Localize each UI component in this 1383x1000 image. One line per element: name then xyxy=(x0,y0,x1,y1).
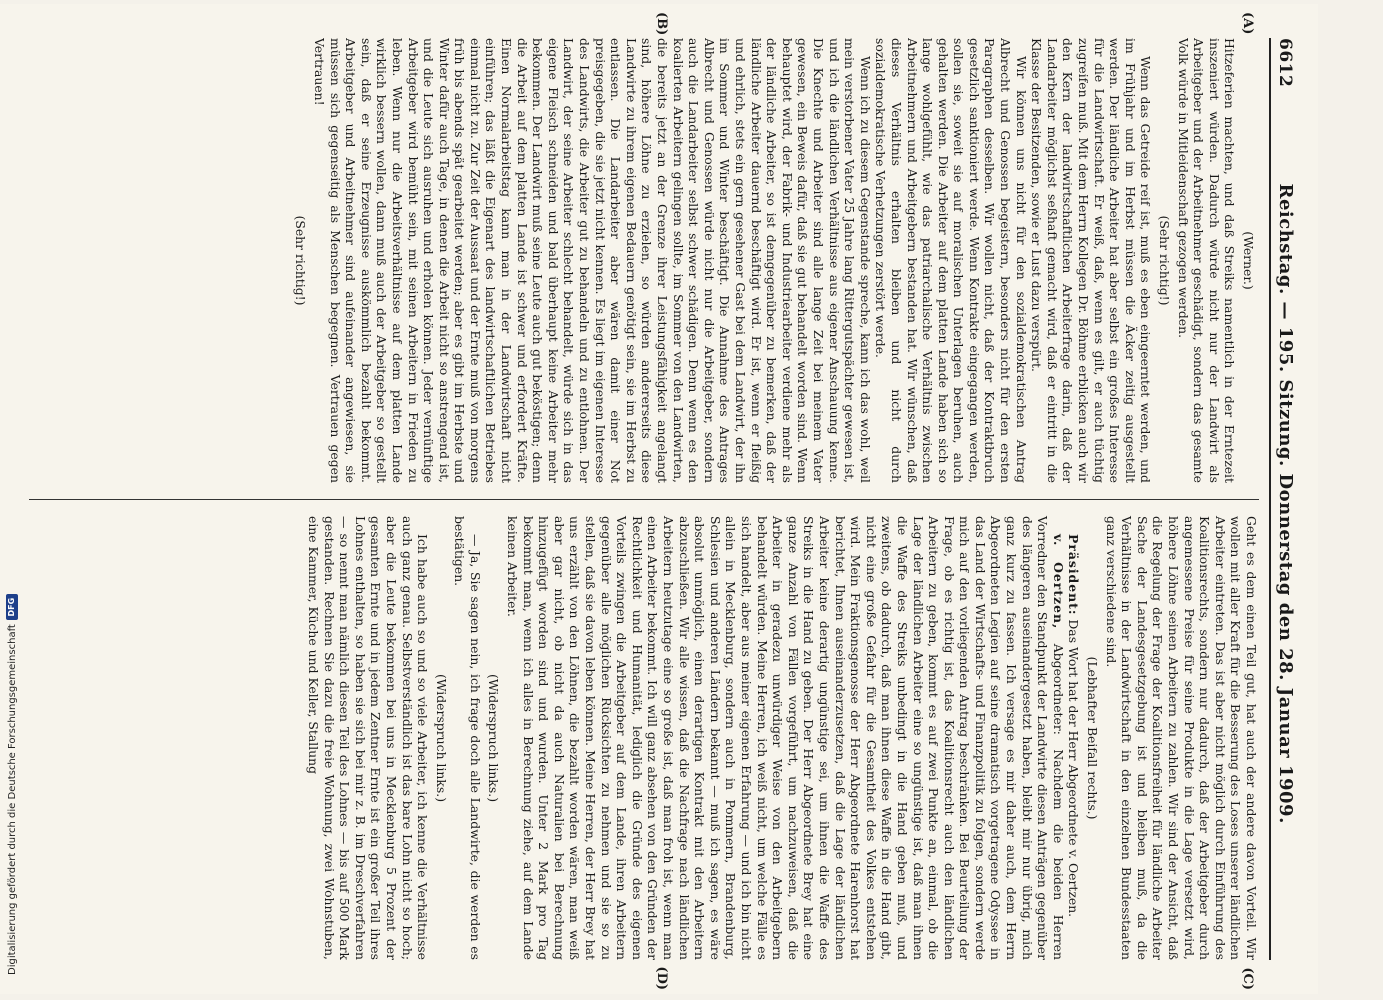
newspaper-page xyxy=(0,4,1318,994)
margin-marker-d: (D) xyxy=(654,966,669,990)
paragraph: Wir können uns nicht für den sozialdemokratischen Antrag Albrecht und Genossen begeistern, besonders nicht für den ersten Paragraphen desselben. Wir wollen nicht, daß der Kontraktbruch gesetzlich sanktioniert werde. Wenn Kontrakte eingegangen werden, sollen sie, soweit sie auf moralischen Unterlagen beruhen, auch gehalten werden. Die Arbeiter auf dem platten Lande haben sich so lange wohlgefühlt, wie das patriarchalische Verhältnis zwischen Arbeitnehmern und Arbeitgebern bestanden hat. Wir wünschen, daß dieses Verhältnis erhalten bleiben und nicht durch sozialdemokratische Verhetzungen zerstört werde. xyxy=(873,38,1029,483)
page-title: Reichstag. — 195. Sitzung. Donnerstag den 28. Januar 1909. xyxy=(1275,183,1296,824)
closing-interjection: (Sehr richtig!) xyxy=(293,215,309,306)
page-header xyxy=(1269,38,1296,960)
paragraph: Wenn das Getreide reif ist, muß es eben eingeerntet werden, und im Frühjahr und im Herbst müssen die Äcker zeitig ausgestellt werden. Der ländliche Arbeiter hat aber selbst ein großes Interesse für die Landwirtschaft. Er weiß, daß, wenn es gilt, er auch tüchtig zugreifen muß. Mit dem Herrn Kollegen Dr. Böhme erblicken auch wir den Kern der landwirtschaftlichen Arbeiterfrage darin, daß der Landarbeiter möglichst seßhaft gemacht wird, daß er eintritt in die Klasse der Besitzenden, sowie er Lust dazu verspürt. xyxy=(1029,38,1154,483)
credit-text: Digitalisierung gefördert durch die Deutsche Forschungsgemeinschaft xyxy=(6,624,18,975)
digitization-credit xyxy=(2,0,20,1000)
interjection: (Sehr richtig!) xyxy=(1157,215,1173,306)
paragraph: Wenn ich zu diesem Gegenstande spreche, kann ich das wohl, weil mein verstorbener Vater 25 Jahre lang Rittergutspächter gewesen ist, und ich die ländlichen Verhältnisse aus eigener Anschauung kenne. Die Knechte und Arbeiter sind alle lange Zeit bei meinem Vater gewesen, ein Beweis dafür, daß sie gut behandelt worden sind. Wenn behauptet wird, der Fabrik- und Industriearbeiter verdiene mehr als der ländliche Arbeiter, so ist demgegenüber zu bemerken, daß der ländliche Arbeiter dauernd beschäftigt wird. Er ist, wenn er fleißig und ehrlich, stets ein gern gesehener Gast bei dem Landwirt, der ihn im Sommer und Winter beschäftigt. Die Annahme des Antrages Albrecht und Genossen würde nicht nur die Arbeitgeber, sondern auch die Landarbeiter selbst schwer schädigen. Denn wenn es den koalierten Arbeitern gelingen sollte, im Sommer von den Landwirten, die bereits jetzt an der Grenze ihrer Leistungsfähigkeit angelangt sind, höhere Löhne zu erzielen, so würden andererseits diese Landwirte zu ihrem eigenen Bedauern genötigt sein, sie im Herbst zu entlassen. Die Landarbeiter aber wären damit einer Not preisgegeben, die sie jetzt nicht kennen. Es liegt im eigenen Interesse des Landwirts, die Arbeiter gut zu behandeln und zu entlohnen. Der Landwirt, der seine Arbeiter schlecht behandelt, würde sich in das eigene Fleisch schneiden und bald überhaupt keine Arbeiter mehr bekommen. Der Landwirt muß seine Leute auch gut beköstigen; denn die Arbeit auf dem platten Lande ist schwer und erfordert Kräfte. Einen Normalarbeitstag kann man in der Landwirtschaft nicht einführen; das läßt die Eigenart des landwirtschaftlichen Betriebes einmal nicht zu. Zur Zeit der Aussaat und der Ernte muß von morgens früh bis abends spät gearbeitet werden; aber es gibt im Herbste und Winter dafür auch Tage, in denen die Arbeit nicht so anstrengend ist, und die Leute sich ausruhen und erholen können. Jeder vernünftige Arbeitgeber wird bemüht sein, mit seinen Arbeitern in Frieden zu leben. Wenn nur die Arbeitsverhältnisse auf dem platten Lande wirklich bessern wollen, dann muß auch der Arbeitgeber so gestellt sein, daß er seine Erzeugnisse auskömmlich bezahlt bekommt. Arbeitgeber und Arbeitnehmer sind aufeinander angewiesen, sie müssen sich gegenseitig als Menschen begegnen. Vertrauen gegen Vertrauen! xyxy=(311,38,873,483)
margin-marker-c: (C) xyxy=(1240,967,1255,990)
paragraph: — Ja, Sie sagen nein, ich frage doch alle Landwirte, die werden es bestätigen. xyxy=(452,516,483,960)
applause: (Lebhafter Beifall rechts.) xyxy=(1085,656,1101,820)
dfg-logo: DFG xyxy=(6,594,18,620)
interjection: (Widerspruch links.) xyxy=(486,673,502,803)
president-text: Das Wort hat der Herr Abgeordnete v. Oertzen. xyxy=(1066,619,1082,918)
speaker-label: v. Oertzen, xyxy=(1050,534,1066,630)
speech-text: Abgeordneter: Nachdem die beiden Herren Vorredner den Standpunkt der Landwirte diesen Anträgen gegenüber des längeren auseinandergesetzt haben, bleibt mir nur übrig, mich ganz kurz zu fassen. Ich versage es mir daher auch, dem Herrn Abgeordneten Legien auf seine dramatisch vorgetragene Odyssee in das Land der Wirtschafts- und Finanzpolitik zu folgen, sondern werde mich auf den vorliegenden Antrag beschränken. Bei Beurteilung der Frage, ob es richtig ist, das Koalitionsrecht auch den ländlichen Arbeitern zu geben, kommt es auf zwei Punkte an, einmal, ob die Lage der ländlichen Arbeiter eine so ungünstige ist, daß man ihnen die Waffe des Streiks unbedingt in die Hand geben muß, und zweitens, ob dadurch, daß man ihnen diese Waffe in die Hand gibt, nicht eine große Gefahr für die Gesamtheit des Volkes entstehen wird. Mein Fraktionsgenosse der Herr Abgeordnete Harenhorst hat berichtet, Ihnen auseinanderzusetzen, daß die Lage der ländlichen Arbeiter keine derartig ungünstige sei, um ihnen die Waffe des Streiks in die Hand zu geben. Der Herr Abgeordnete Brey hat eine ganze Anzahl von Fällen vorgeführt, um nachzuweisen, daß die Arbeiter in geradezu unwürdiger Weise von den Arbeitgebern behandelt würden. Meine Herren, ich weiß nicht, um welche Fälle es sich handelt, aber aus meiner eigenen Erfahrung — und ich bin nicht allein in Mecklenburg, sondern auch in Pommern, Brandenburg, Schlesien und anderen Ländern bekannt — muß ich sagen, es wäre absolut unmöglich, einen derartigen Kontrakt mit den Arbeitern abzuschließen. Wir alle wissen, daß die Nachfrage nach ländlichen Arbeitern heutzutage eine so große ist, daß man froh ist, wenn man einen Arbeiter bekommt. Ich will ganz absehen von den Gründen der Rechtlichkeit und Humanität, lediglich die Gründe des eigenen Vorteils zwingen die Arbeitgeber auf dem Lande, ihren Arbeitern gegenüber alle möglichen Rücksichten zu nehmen und sie so zu stellen, daß sie davon leben können. Meine Herren, der Herr Brey hat uns erzählt von den Löhnen, die bezahlt worden wären, man weiß aber gar nicht, ob nicht da auch Naturalien bei Berechnung hinzugefügt worden sind und wurden. Unter 2 Mark pro Tag bekommt man, wenn ich alles in Berechnung ziehe, auf dem Lande keinen Arbeiter. xyxy=(505,516,1066,960)
speaker-tag: (Werner.) xyxy=(1241,231,1256,290)
paragraph: Geht es dem einen Teil gut, hat auch der andere davon Vorteil. Wir wollen mit aller Kraft für die Besserung des Loses unserer ländlichen Arbeiter eintreten. Das ist aber nicht möglich durch Einführung des Koalitionsrechts, sondern nur dadurch, daß der Arbeitgeber durch angemessene Preise für seine Produkte in die Lage versetzt wird, höhere Löhne seinen Arbeitern zu zahlen. Wir sind der Ansicht, daß die Regelung der Frage der Koalitionsfreiheit für ländliche Arbeiter Sache der Landesgesetzgebung ist und bleiben muß, da die Verhältnisse in der Landwirtschaft in den einzelnen Bundesstaaten ganz verschiedene sind. xyxy=(1103,516,1259,960)
paragraph: Hitzeferien machten, und daß Streiks namentlich in der Erntezeit inszeniert würden. Dadurch würde nicht nur der Landwirt als Arbeitgeber und der Arbeitnehmer geschädigt, sondern das gesamte Volk würde in Mitleidenschaft gezogen werden. xyxy=(1175,38,1238,483)
page-number: 6612 xyxy=(1275,38,1295,88)
margin-marker-a: (A) xyxy=(1240,12,1255,35)
speech xyxy=(505,516,1066,960)
left-column xyxy=(29,38,1259,499)
text-columns xyxy=(29,12,1259,990)
president-label: Präsident: xyxy=(1066,534,1082,616)
right-column xyxy=(29,499,1259,960)
margin-marker-b: (B) xyxy=(654,12,669,36)
president-remark xyxy=(1066,516,1082,960)
interjection: (Widerspruch links.) xyxy=(433,673,449,803)
paragraph: Ich habe auch so und so viele Arbeiter, ich kenne die Verhältnisse auch ganz genau. Selbstverständlich ist das bare Lohn nicht so hoch; aber die Leute bekommen bei uns in Mecklenburg 5 Prozent der gesamten Ernte und in jedem Zentner Ernte ist ein großer Teil ihres Lohnes enthalten, so haben sie sich bei mir z. B. im Dreschverfahren — so nennt man nämlich diesen Teil des Lohnes — bis auf 500 Mark gestanden. Rechnen Sie dazu die freie Wohnung, zwei Wohnstuben, eine Kammer, Küche und Keller, Stallung xyxy=(305,516,431,960)
